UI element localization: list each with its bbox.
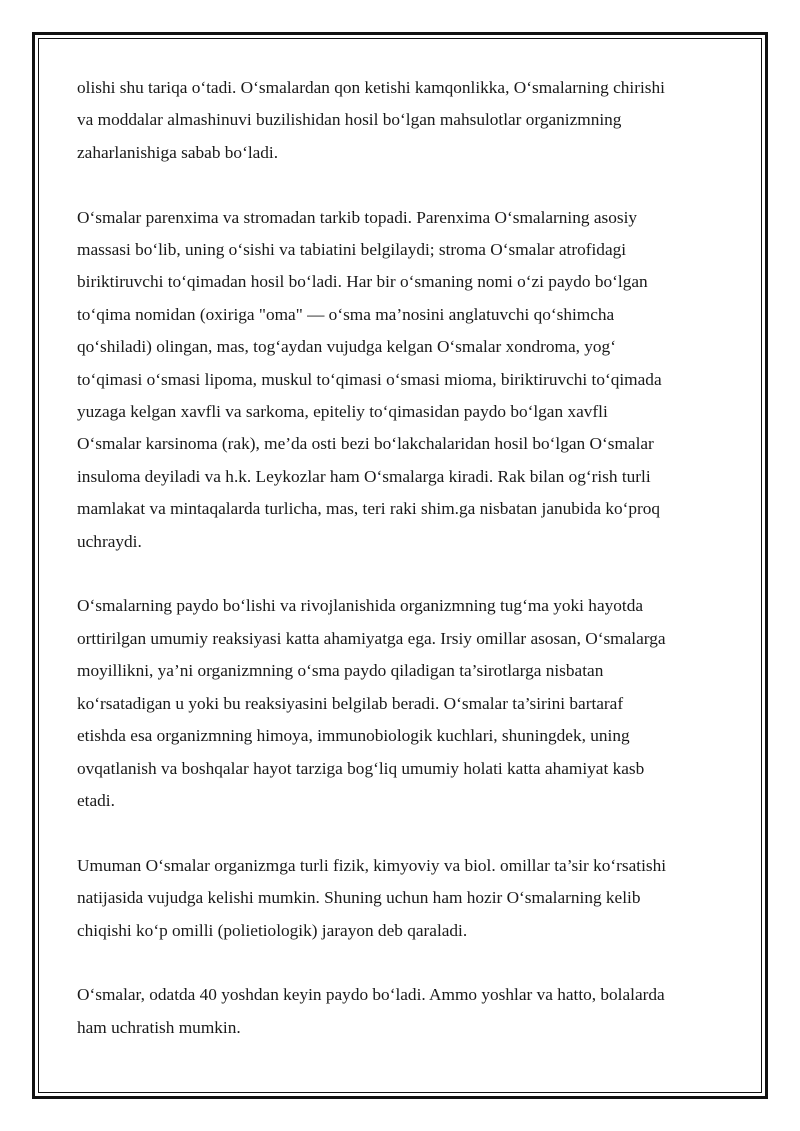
text-line: to‘qimasi o‘smasi lipoma, muskul to‘qimasi o‘smasi mioma, biriktiruvchi to‘qimada	[77, 369, 662, 389]
text-line: moyillikni, ya’ni organizmning o‘sma paydo qiladigan ta’sirotlarga nisbatan	[77, 661, 604, 681]
text-line: Umuman O‘smalar organizmga turli fizik, kimyoviy va biol. omillar ta’sir ko‘rsatishi	[77, 855, 667, 875]
text-line: etadi.	[77, 790, 115, 810]
text-line: O‘smalar karsinoma (rak), me’da osti bezi bo‘lakchalaridan hosil bo‘lgan O‘smalar	[77, 434, 654, 454]
text-line: ovqatlanish va boshqalar hayot tarziga bog‘liq umumiy holati katta ahamiyat kasb	[77, 758, 645, 778]
text-line: mamlakat va mintaqalarda turlicha, mas, teri raki shim.ga nisbatan janubida ko‘proq	[77, 499, 661, 519]
text-line: yuzaga kelgan xavfli va sarkoma, epiteliy to‘qimasidan paydo bo‘lgan xavfli	[77, 402, 608, 422]
paragraph-1	[77, 72, 727, 169]
text-line: O‘smalar parenxima va stromadan tarkib topadi. Parenxima O‘smalarning asosiy	[77, 207, 638, 227]
text-line: qo‘shiladi) olingan, mas, tog‘aydan vujudga kelgan O‘smalar xondroma, yog‘	[77, 337, 616, 357]
paragraph-5	[77, 979, 727, 1044]
paragraph-4	[77, 850, 727, 947]
text-line: uchraydi.	[77, 531, 142, 551]
text-line: olishi shu tariqa o‘tadi. O‘smalardan qon ketishi kamqonlikka, O‘smalarning chirishi	[77, 78, 665, 97]
text-line: ko‘rsatadigan u yoki bu reaksiyasini belgilab beradi. O‘smalar ta’sirini bartaraf	[77, 693, 624, 713]
text-line: O‘smalar, odatda 40 yoshdan keyin paydo bo‘ladi. Ammo yoshlar va hatto, bolalarda	[77, 985, 665, 1005]
text-line: ham uchratish mumkin.	[77, 1017, 241, 1037]
text-line: natijasida vujudga kelishi mumkin. Shuning uchun ham hozir O‘smalarning kelib	[77, 888, 641, 908]
text-line: zaharlanishiga sabab bo‘ladi.	[77, 142, 279, 162]
text-line: biriktiruvchi to‘qimadan hosil bo‘ladi. Har bir o‘smaning nomi o‘zi paydo bo‘lgan	[77, 272, 648, 292]
document-body	[77, 72, 727, 1077]
text-line: insuloma deyiladi va h.k. Leykozlar ham O‘smalarga kiradi. Rak bilan og‘rish turli	[77, 466, 651, 486]
text-line: to‘qima nomidan (oxiriga "oma" — o‘sma ma’nosini anglatuvchi qo‘shimcha	[77, 304, 615, 324]
text-line: va moddalar almashinuvi buzilishidan hosil bo‘lgan mahsulotlar organizmning	[77, 110, 622, 130]
text-line: massasi bo‘lib, uning o‘sishi va tabiatini belgilaydi; stroma O‘smalar atrofidagi	[77, 240, 627, 260]
paragraph-2	[77, 202, 727, 558]
text-line: orttirilgan umumiy reaksiyasi katta ahamiyatga ega. Irsiy omillar asosan, O‘smalarga	[77, 628, 666, 648]
text-line: etishda esa organizmning himoya, immunobiologik kuchlari, shuningdek, uning	[77, 726, 630, 746]
text-line: O‘smalarning paydo bo‘lishi va rivojlanishida organizmning tug‘ma yoki hayotda	[77, 596, 644, 616]
text-line: chiqishi ko‘p omilli (polietiologik) jarayon deb qaraladi.	[77, 920, 468, 940]
paragraph-3	[77, 590, 727, 817]
